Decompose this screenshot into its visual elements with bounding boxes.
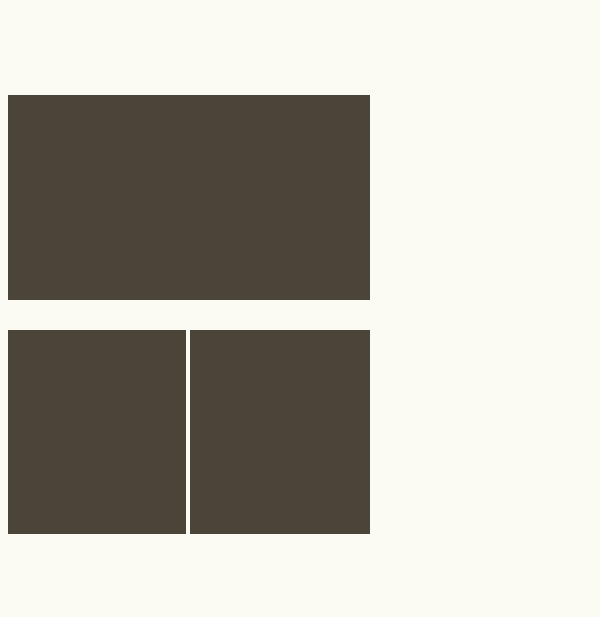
bracelets-group-photo <box>8 95 370 300</box>
photo-caption <box>120 302 370 313</box>
twisted-bracelets-photo <box>8 330 186 534</box>
flower-bracelet-photo <box>190 330 370 534</box>
